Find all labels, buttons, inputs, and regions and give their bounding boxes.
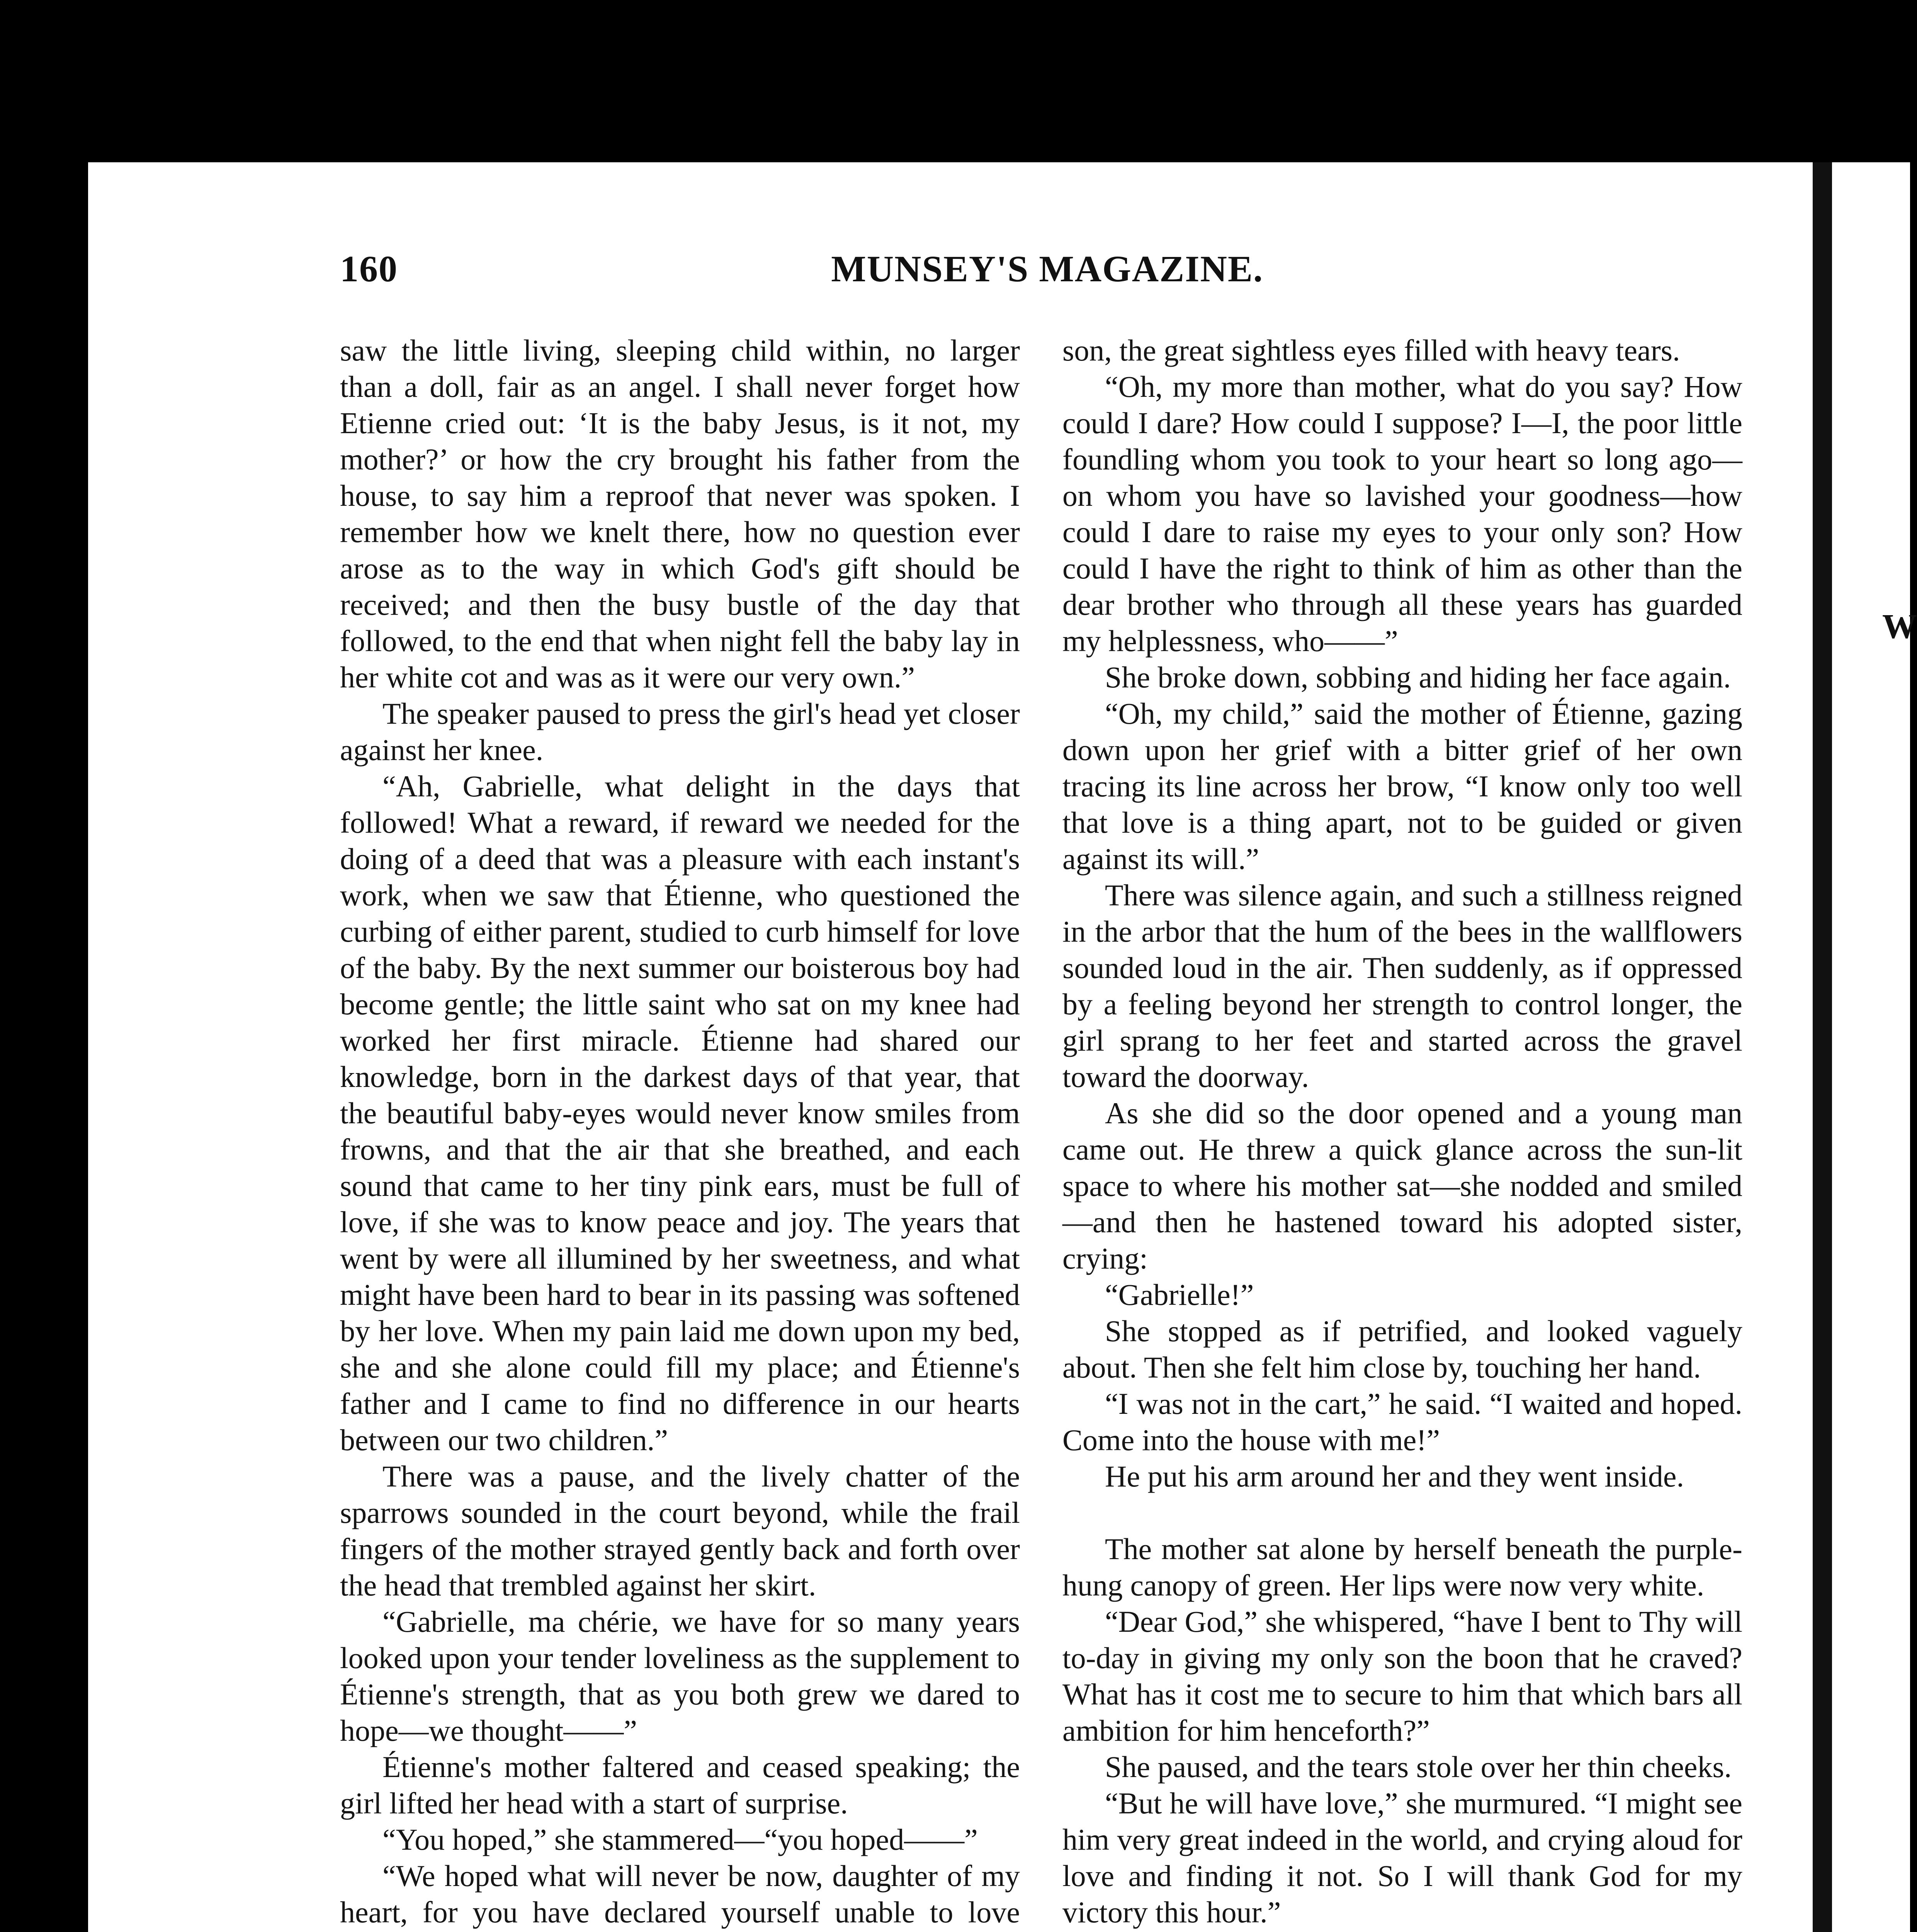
paragraph: As she did so the door opened and a young man came out. He threw a quick glance across the sun-lit space to where his mother sat—she nodded and smiled—and then he hastened toward his adopted sister, crying: [1062,1096,1742,1275]
paragraph: “Ah, Gabrielle, what delight in the days that followed! What a reward, if reward we needed for the doing of a deed that was a pleasure with each instant's work, when we saw that Étienne, who questioned the curbing of either parent, studied to curb himself for love of the baby. By the next summer our boisterous boy had become gentle; the little saint who sat on my knee had worked her first miracle. Étienne had shared our knowledge, born in the darkest days of that year, that the beautiful baby-eyes would never know smiles from frowns, and that the air that she breathed, and each sound that came to her tiny pink ears, must be full of love, if she was to know peace and joy. The years that went by were all illumined by her sweetness, and what might have been hard to bear in its passing was softened by her love. When my pain laid me down upon my bed, she and she alone could fill my place; and Étienne's father and I came to find no difference in our hearts between our two children.” [340,769,1020,1457]
left-column [340,332,1020,1932]
paragraph: She stopped as if petrified, and looked vaguely about. Then she felt him close by, touching her hand. [1062,1314,1742,1384]
paragraph [1062,1930,1742,1932]
adjacent-page-letter: W [1882,607,1917,646]
paragraph: There was silence again, and such a stillness reigned in the arbor that the hum of the bees in the wallflowers sounded loud in the air. Then suddenly, as if oppressed by a feeling beyond her strength to control longer, the girl sprang to her feet and started across the gravel toward the doorway. [1062,878,1742,1094]
paragraph: son, the great sightless eyes filled with heavy tears. [1062,333,1680,367]
paragraph: He put his arm around her and they went inside. [1105,1459,1684,1493]
paragraph: She broke down, sobbing and hiding her face again. [1105,660,1731,694]
paragraph: The mother sat alone by herself beneath the purple-hung canopy of green. Her lips were now very white. [1062,1532,1742,1602]
magazine-title: MUNSEY'S MAGAZINE. [831,248,1263,289]
running-header [340,247,1263,294]
page-gutter [1813,162,1832,1932]
paragraph: She paused, and the tears stole over her thin cheeks. [1105,1750,1732,1784]
paragraph: “Dear God,” she whispered, “have I bent to Thy will to-day in giving my only son the boon that he craved? What has it cost me to secure to him that which bars all ambition for him henceforth?” [1062,1605,1742,1747]
paragraph: “Oh, my child,” said the mother of Étienne, gazing down upon her grief with a bitter grief of her own tracing its line across her brow, “I know only too well that love is a thing apart, not to be guided or given against its will.” [1062,697,1742,876]
paragraph: There was a pause, and the lively chatter of the sparrows sounded in the court beyond, while the frail fingers of the mother strayed gently back and forth over the head that trembled against her skirt. [340,1459,1020,1602]
right-column [1062,332,1742,1932]
paragraph: “You hoped,” she stammered—“you hoped——” [382,1823,978,1856]
paragraph: The speaker paused to press the girl's head yet closer against her knee. [340,697,1020,767]
paragraph: “Oh, my more than mother, what do you say? How could I dare? How could I suppose? I—I, the poor little foundling whom you took to your heart so long ago—on whom you have so lavished your goodness—how could I dare to raise my eyes to your only son? How could I have the right to think of him as other than the dear brother who through all these years has guarded my helplessness, who——” [1062,370,1742,658]
paragraph: “Gabrielle, ma chérie, we have for so many years looked upon your tender loveliness as the supplement to Étienne's strength, that as you both grew we dared to hope—we thought——” [340,1605,1020,1747]
paragraph: Étienne's mother faltered and ceased speaking; the girl lifted her head with a start of surprise. [340,1750,1020,1820]
page-number: 160 [340,248,398,289]
paragraph: “I was not in the cart,” he said. “I waited and hoped. Come into the house with me!” [1062,1387,1742,1457]
paragraph: “We hoped what will never be now, daughter of my heart, for you have declared yourself unable to love [340,1859,1020,1929]
adjacent-page-edge [1832,162,1917,1932]
paragraph: “Gabrielle!” [1105,1278,1254,1311]
paragraph: “But he will have love,” she murmured. “I might see him very great indeed in the world, and crying aloud for love and finding it not. So I will thank God for my victory this hour.” [1062,1786,1742,1929]
paragraph: saw the little living, sleeping child within, no larger than a doll, fair as an angel. I shall never forget how Etienne cried out: ‘It is the baby Jesus, is it not, my mother?’ or how the cry brought his father from the house, to say him a reproof that never was spoken. I remember how we knelt there, how no question ever arose as to the way in which God's gift should be received; and then the busy bustle of the day that followed, to the end that when night fell the baby lay in her white cot and was as it were our very own.” [340,333,1020,694]
